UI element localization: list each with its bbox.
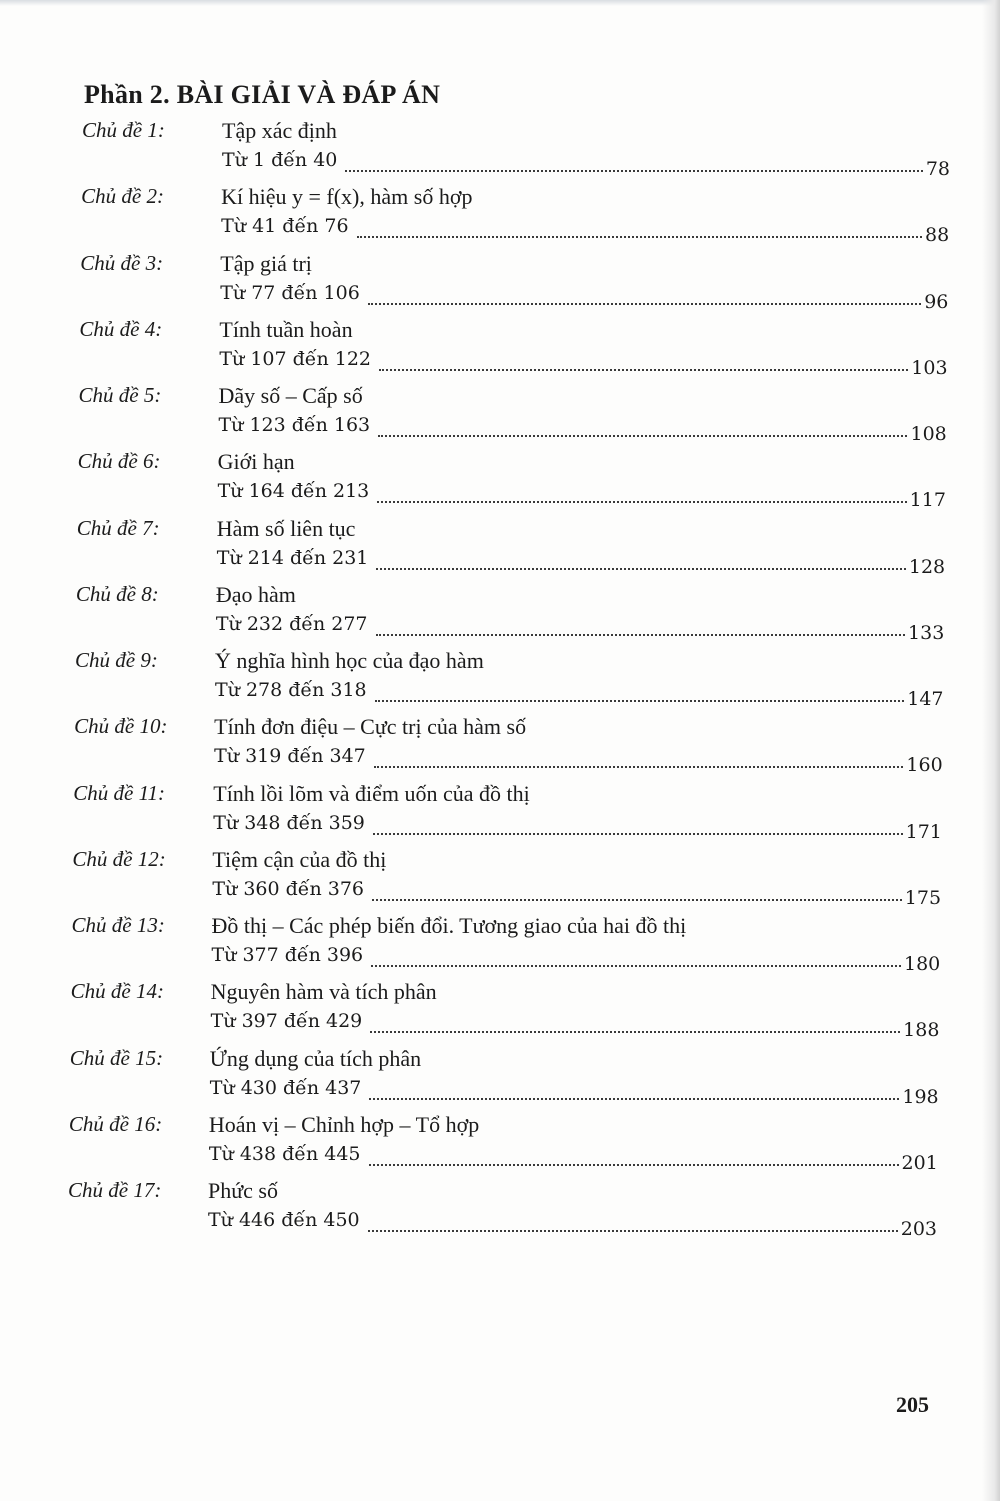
toc-entry (73, 781, 1000, 847)
toc-entry-page: 78 (925, 158, 950, 180)
toc-entry-label: Chủ đề 10: (74, 714, 168, 739)
toc-entry (79, 383, 1000, 449)
toc-entry-range: Từ 430 đến 437 (209, 1076, 362, 1099)
toc-entry-topic: Hàm số liên tục (216, 515, 356, 541)
toc-entry-leader (368, 1230, 898, 1232)
toc-entry-leader (376, 634, 906, 636)
toc-entry-topic: Giới hạn (217, 449, 295, 475)
toc-entry-topic: Tính đơn điệu – Cực trị của hàm số (214, 714, 527, 740)
toc-entry-topic: Đạo hàm (215, 581, 296, 607)
toc-entry-page: 128 (908, 555, 946, 578)
toc-entry (77, 516, 1000, 582)
toc-entry-page: 171 (905, 820, 942, 843)
toc-entry-range: Từ 348 đến 359 (213, 811, 365, 834)
toc-entry-range: Từ 360 đến 376 (212, 877, 365, 900)
toc-entry-leader (376, 568, 905, 570)
toc-entry-leader (369, 1164, 899, 1166)
toc-entry-label: Chủ đề 2: (81, 184, 164, 209)
toc-entry-leader (357, 236, 922, 238)
toc-entry (71, 979, 1000, 1045)
toc-entry-topic: Hoán vị – Chỉnh hợp – Tổ hợp (208, 1111, 480, 1137)
toc-entry-leader (375, 700, 905, 702)
toc-entry-leader (345, 170, 922, 172)
toc-entry-leader (374, 766, 904, 768)
toc-entry-leader (373, 833, 903, 835)
toc-entry (70, 1046, 1000, 1112)
toc-entry-label: Chủ đề 6: (77, 449, 161, 474)
toc-entry-leader (372, 899, 902, 901)
toc-entry-page: 88 (925, 224, 950, 247)
toc-entry-topic: Kí hiệu y = f(x), hàm số hợp (221, 184, 473, 210)
toc-entry-range: Từ 319 đến 347 (214, 745, 366, 768)
toc-entry-range: Từ 1 đến 40 (222, 149, 338, 171)
toc-entry-range: Từ 278 đến 318 (215, 679, 367, 701)
toc-entry-label: Chủ đề 5: (78, 383, 162, 407)
toc-entry-label: Chủ đề 8: (75, 581, 159, 606)
toc-entry-label: Chủ đề 17: (68, 1178, 162, 1202)
toc-entry-leader (370, 1031, 900, 1033)
toc-entry-leader (368, 303, 921, 305)
toc-entry-page: 147 (907, 688, 944, 710)
toc-entry-page: 180 (903, 953, 941, 975)
toc-entry-label: Chủ đề 16: (68, 1111, 163, 1136)
toc-entry (68, 1178, 1000, 1244)
toc-entry-topic: Dãy số – Cấp số (218, 383, 363, 408)
toc-entry-label: Chủ đề 7: (76, 515, 160, 540)
toc-entry-page: 175 (904, 886, 942, 909)
toc-entry-page: 108 (910, 423, 947, 445)
page-number: 205 (896, 1392, 929, 1417)
toc-entry-label: Chủ đề 4: (79, 316, 163, 341)
toc-entry (82, 118, 1000, 184)
toc-entry-page: 201 (901, 1151, 938, 1174)
toc-entry-topic: Tính tuần hoàn (219, 316, 353, 342)
toc-entry-topic: Nguyên hàm và tích phân (210, 979, 437, 1005)
toc-entry-label: Chủ đề 1: (82, 118, 165, 142)
toc-entry (75, 648, 1000, 714)
toc-entry-label: Chủ đề 15: (69, 1045, 164, 1070)
toc-entry-range: Từ 397 đến 429 (210, 1010, 363, 1033)
toc-entry-page: 198 (902, 1085, 939, 1108)
toc-entry-range: Từ 438 đến 445 (208, 1142, 361, 1165)
toc-entry-label: Chủ đề 11: (73, 780, 166, 805)
toc-entry-range: Từ 446 đến 450 (208, 1209, 360, 1231)
toc-entry-page: 103 (911, 356, 948, 379)
toc-entry-range: Từ 123 đến 163 (218, 414, 371, 436)
toc-entry-range: Từ 377 đến 396 (211, 944, 364, 966)
toc-entry-leader (377, 501, 906, 503)
toc-entry-range: Từ 232 đến 277 (215, 612, 368, 635)
toc-entry (74, 714, 1000, 780)
toc-entry-page: 203 (900, 1218, 937, 1240)
toc-entry-topic: Tính lồi lõm và điểm uốn của đồ thị (213, 780, 530, 806)
toc-entry (72, 913, 1000, 979)
toc-entry-label: Chủ đề 13: (71, 913, 165, 937)
toc-entry-topic: Ý nghĩa hình học của đạo hàm (215, 648, 484, 673)
toc-entry-page: 133 (908, 621, 945, 644)
toc-entry-topic: Ứng dụng của tích phân (209, 1045, 422, 1071)
toc-entry (79, 317, 1000, 383)
toc-entry-topic: Tập giá trị (220, 250, 312, 276)
toc-entry-topic: Tập xác định (222, 118, 337, 143)
toc-entry-leader (371, 965, 901, 967)
toc-entry-page: 117 (909, 489, 946, 512)
toc-entry-page: 96 (924, 290, 949, 313)
toc-entry-topic: Phức số (208, 1178, 278, 1203)
toc-entry-label: Chủ đề 14: (70, 979, 164, 1004)
toc-entry (80, 251, 1000, 317)
toc-entry-range: Từ 77 đến 106 (220, 281, 360, 304)
toc-entry (72, 847, 1000, 913)
toc-entry-range: Từ 107 đến 122 (219, 347, 372, 370)
toc-entry-leader (379, 369, 908, 371)
toc-entry-range: Từ 164 đến 213 (217, 480, 370, 503)
toc-entry-label: Chủ đề 3: (80, 250, 164, 275)
toc-entry (78, 449, 1000, 515)
toc-entry-topic: Đồ thị – Các phép biến đổi. Tương giao của hai đồ thị (211, 913, 687, 938)
toc-entry-topic: Tiệm cận của đồ thị (212, 846, 387, 872)
toc-entry-page: 188 (903, 1019, 940, 1042)
toc-entry (69, 1112, 1000, 1178)
toc-entry (81, 184, 1000, 250)
toc-entry-leader (378, 435, 907, 437)
toc-entry-label: Chủ đề 9: (75, 648, 158, 672)
section-title: Phần 2. BÀI GIẢI VÀ ĐÁP ÁN (84, 80, 441, 109)
toc-entry-range: Từ 41 đến 76 (221, 215, 349, 238)
toc-entry-label: Chủ đề 12: (72, 846, 166, 871)
toc-entry (76, 582, 1000, 648)
toc-entry-leader (369, 1098, 899, 1100)
toc-entry-range: Từ 214 đến 231 (216, 546, 369, 569)
toc-entry-page: 160 (906, 754, 943, 777)
